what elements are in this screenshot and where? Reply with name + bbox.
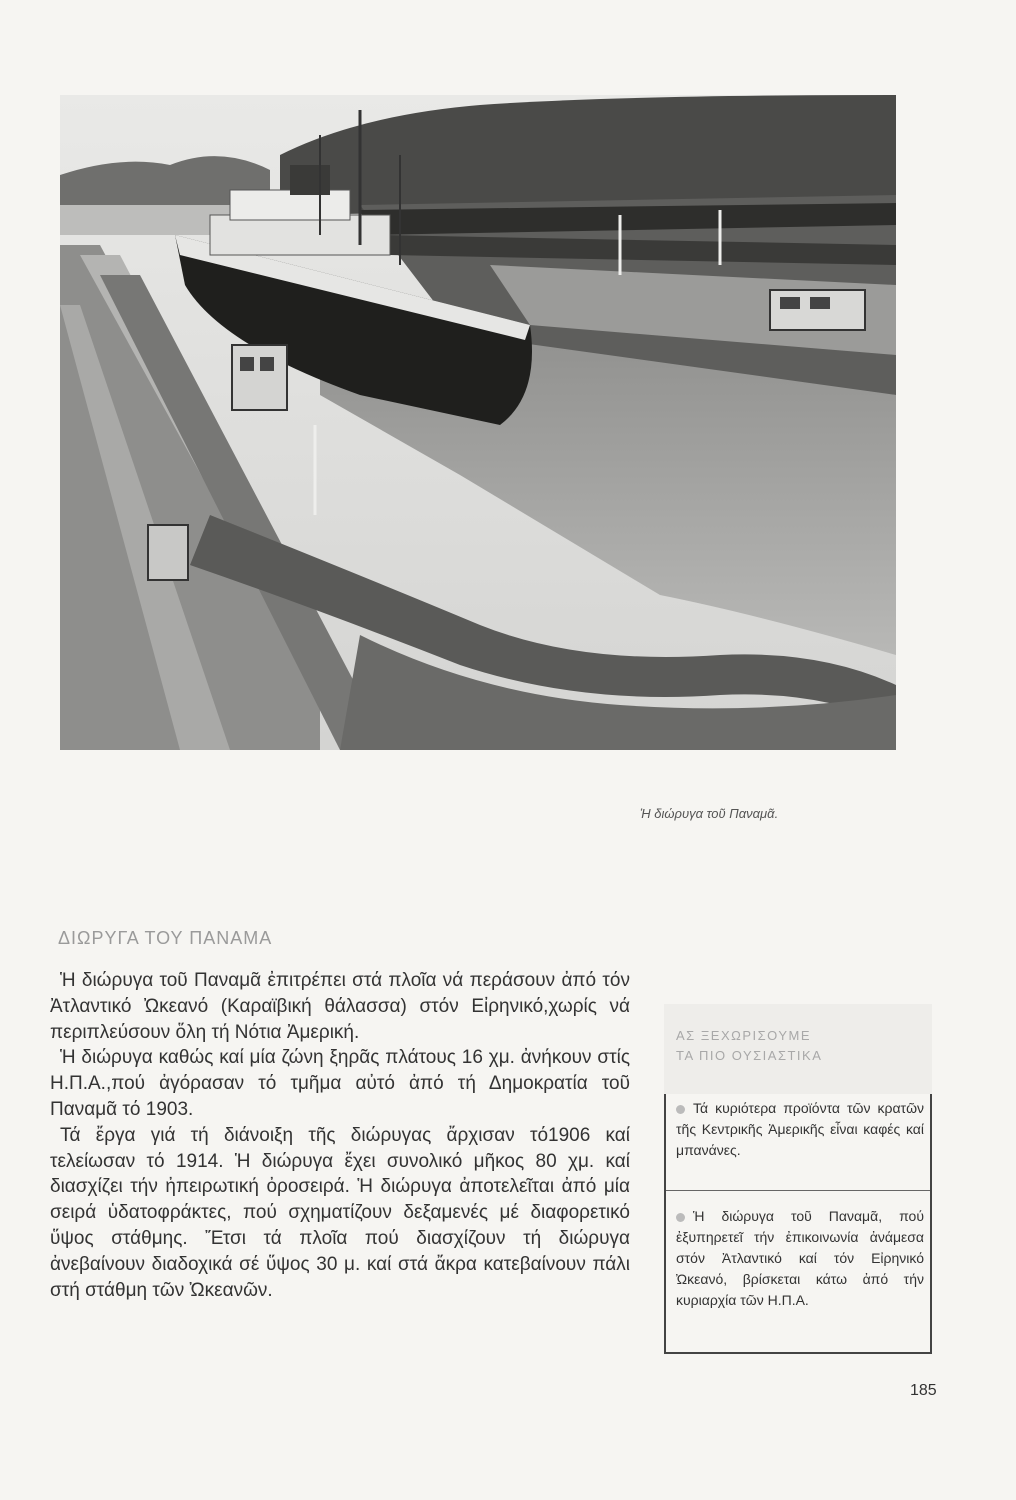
summary-box-title [676,1026,822,1066]
canal-photo-illustration [60,95,896,750]
summary-bullet [676,1206,924,1311]
section-title: ΔΙΩΡΥΓΑ ΤΟΥ ΠΑΝΑΜΑ [58,928,273,948]
photo-caption: Ἡ διώρυγα τοῦ Παναμᾶ. [640,806,779,821]
body-paragraph: Ἡ διώρυγα καθώς καί μία ζώνη ξηρᾶς πλάτους 16 χμ. ἀνήκουν στίς Η.Π.Α.,πού ἀγόρασαν τό τμῆμα αὐτό ἀπό τή Δημοκρατία τοῦ Παναμᾶ τό 1903. [50,1047,630,1120]
summary-box-title-line: ΑΣ ΞΕΧΩΡΙΣΟΥΜΕ [676,1028,812,1043]
canal-photo [60,95,896,750]
body-paragraph: Τά ἔργα γιά τή διάνοιξη τῆς διώρυγας ἄρχισαν τό1906 καί τελείωσαν τό 1914. Ἡ διώρυγα ἔχει συνολικό μῆκος 80 χμ. καί διασχίζει τήν ἠπειρωτική ὀροσειρά. Ἡ διώρυγα ἀποτελεῖται ἀπό μία σειρά ὑδατοφράκτες, πού σχηματίζουν δεξαμενές μέ διαφορετικό ὕψος στάθμης. Ἔτσι τά πλοῖα πού διασχίζουν τή διώρυγα ἀνεβαίνουν διαδοχικά σέ ὕψος 30 μ. καί στά ἄκρα κατεβαίνουν πάλι στή στάθμη τῶν Ὠκεανῶν. [50,1124,630,1301]
body-text [50,968,630,1303]
body-paragraph: Ἡ διώρυγα τοῦ Παναμᾶ ἐπιτρέπει στά πλοῖα νά περάσουν ἀπό τόν Ἀτλαντικό Ὠκεανό (Καραϊβική θάλασσα) στόν Εἰρηνικό,χωρίς νά περιπλεύσουν ὅλη τή Νότια Ἀμερική. [50,970,630,1043]
bullet-dot-icon [676,1213,685,1222]
summary-divider [666,1190,930,1191]
summary-box-title-line: ΤΑ ΠΙΟ ΟΥΣΙΑΣΤΙΚΑ [676,1048,823,1063]
bullet-dot-icon [676,1105,685,1114]
summary-bullet-text: Τά κυριότερα προϊόντα τῶν κρατῶν τῆς Κεντρικῆς Ἀμερικῆς εἶναι καφές καί μπανάνες. [676,1100,924,1158]
summary-bullet-text: Ἡ διώρυγα τοῦ Παναμᾶ, πού ἐξυπηρετεῖ τήν ἐπικοινωνία ἀνάμεσα στόν Ἀτλαντικό καί τόν Εἰρηνικό Ὠκεανό, βρίσκεται κάτω ἀπό τήν κυριαρχία τῶν Η.Π.Α. [676,1208,924,1308]
summary-box [664,1004,932,1354]
page-number: 185 [910,1382,937,1399]
summary-bullet [676,1098,924,1161]
